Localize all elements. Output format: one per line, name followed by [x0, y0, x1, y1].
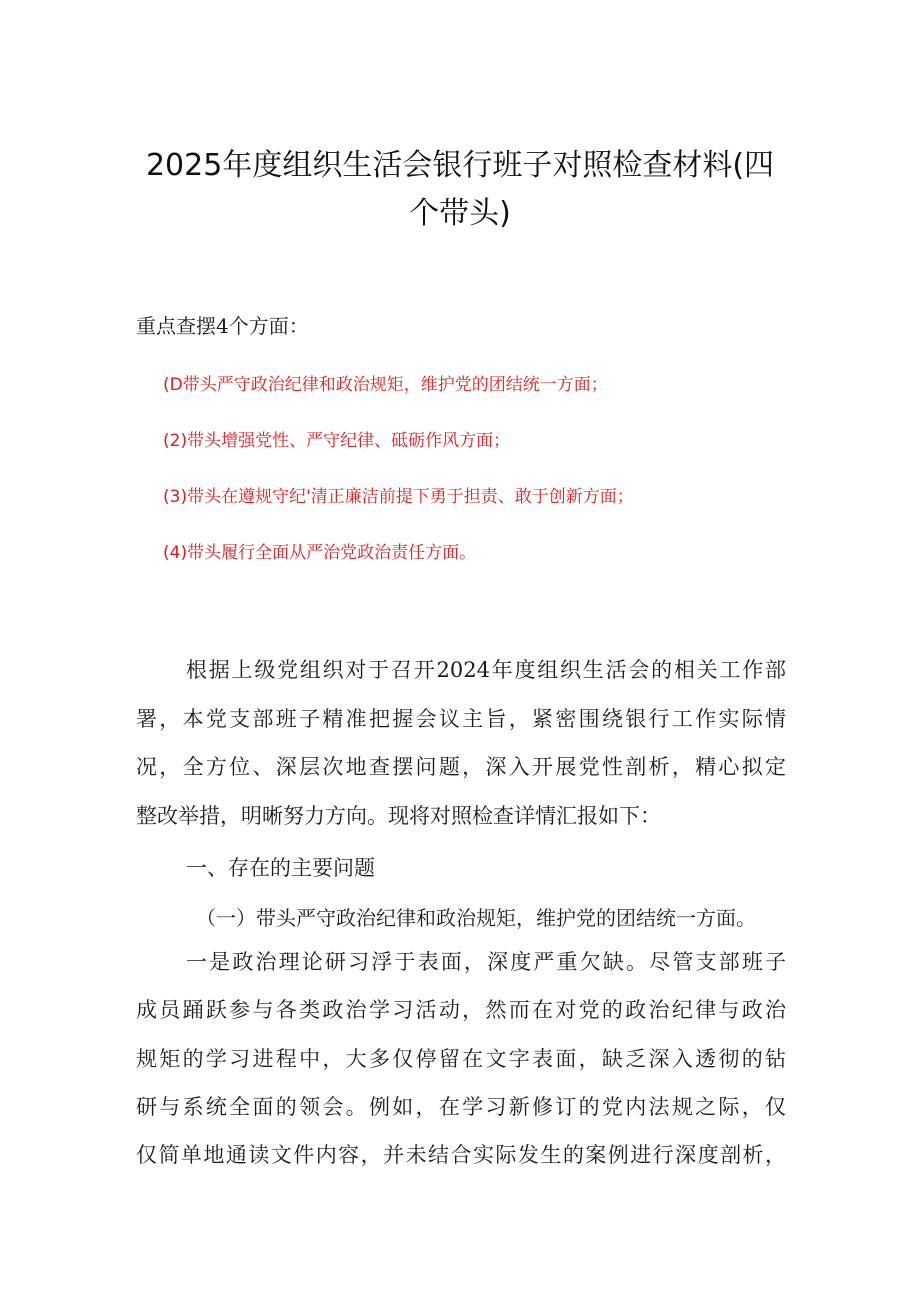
focus-item-2: (2)带头增强党性、严守纪律、砥砺作风方面； [163, 431, 511, 451]
paragraph-line: 成员踊跃参与各类政治学习活动，然而在对党的政治纪律与政治 [136, 998, 786, 1022]
focus-item-3: (3)带头在遵规守纪'清正廉洁前提下勇于担责、敢于创新方面； [163, 487, 634, 507]
document-title-line-2: 个带头) [409, 196, 511, 231]
intro-line: 署，本党支部班子精准把握会议主旨，紧密围绕银行工作实际情 [136, 707, 786, 731]
focus-item-1: (D带头严守政治纪律和政治规矩，维护党的团结统一方面； [163, 375, 608, 395]
paragraph-line: 研与系统全面的领会。例如，在学习新修订的党内法规之际，仅 [136, 1095, 786, 1119]
intro-line: 况，全方位、深层次地查摆问题，深入开展党性剖析，精心拟定 [136, 755, 786, 779]
intro-line: 根据上级党组织对于召开2024年度组织生活会的相关工作部 [186, 658, 786, 682]
paragraph-line: 仅简单地通读文件内容，并未结合实际发生的案例进行深度剖析， [136, 1143, 786, 1167]
section-heading: 一、存在的主要问题 [186, 856, 375, 880]
focus-item-4: (4)带头履行全面从严治党政治责任方面。 [163, 543, 477, 563]
paragraph-line: 规矩的学习进程中，大多仅停留在文字表面，缺乏深入透彻的钻 [136, 1047, 786, 1071]
paragraph-line: 一是政治理论研习浮于表面，深度严重欠缺。尽管支部班子 [186, 950, 786, 974]
intro-line: 整改举措，明晰努力方向。现将对照检查详情汇报如下： [136, 804, 661, 828]
document-title-line-1: 2025年度组织生活会银行班子对照检查材料(四 [145, 148, 775, 183]
subsection-heading: （一）带头严守政治纪律和政治规矩，维护党的团结统一方面。 [196, 906, 756, 930]
focus-heading: 重点查摆4个方面： [136, 314, 309, 338]
